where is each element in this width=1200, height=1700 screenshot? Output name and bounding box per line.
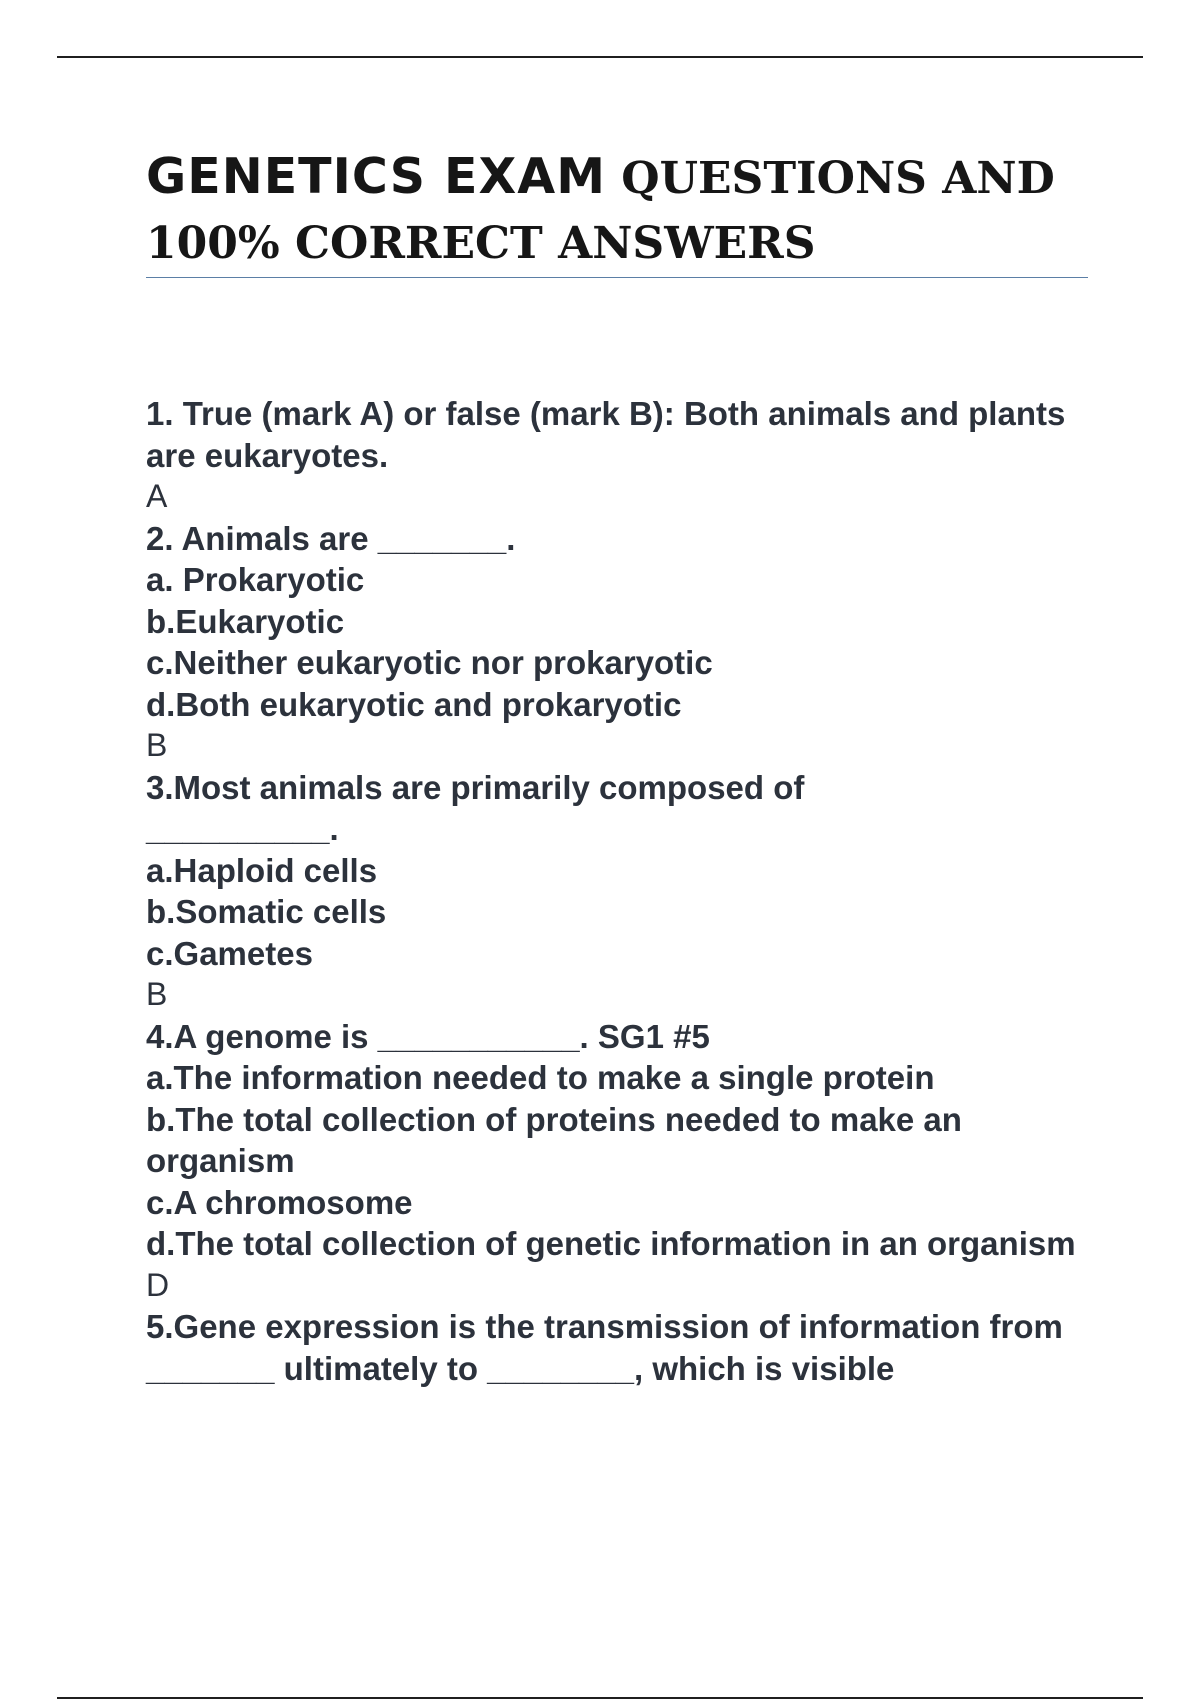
question-2-option-c: c.Neither eukaryotic nor prokaryotic <box>146 644 713 681</box>
question-2-option-b: b.Eukaryotic <box>146 602 345 640</box>
question-4-option-c: c.A chromosome <box>146 1183 413 1221</box>
question-5: 5.Gene expression is the transmission of information from _______ ultimately to ________, which is visible <box>146 1308 1063 1387</box>
question-4-option-b: b.The total collection of proteins needed to make an organism <box>146 1100 962 1179</box>
question-2: 2. Animals are _______. <box>146 519 516 557</box>
answer-4: D <box>146 1266 170 1303</box>
question-1: 1. True (mark A) or false (mark B): Both animals and plants are eukaryotes. <box>146 395 1066 474</box>
question-2-option-a: a. Prokaryotic <box>146 561 365 598</box>
answer-2: B <box>146 727 168 763</box>
document-title <box>146 146 1086 278</box>
question-list <box>146 393 1086 1389</box>
header-rule <box>57 56 1143 58</box>
question-4: 4.A genome is ___________. SG1 #5 <box>146 1017 710 1055</box>
title-block <box>146 146 1086 278</box>
answer-1: A <box>146 478 168 514</box>
question-3-option-b: b.Somatic cells <box>146 893 387 930</box>
question-4-option-a: a.The information needed to make a single protein <box>146 1059 935 1096</box>
answer-3: B <box>146 976 168 1012</box>
question-3-option-c: c.Gametes <box>146 934 313 972</box>
question-3-option-a: a.Haploid cells <box>146 851 378 889</box>
question-2-option-d: d.Both eukaryotic and prokaryotic <box>146 685 682 723</box>
title-underline <box>146 277 1088 278</box>
title-part-1: GENETICS EXAM <box>146 148 606 205</box>
question-4-option-d: d.The total collection of genetic information in an organism <box>146 1225 1076 1262</box>
title-part-2: QUESTIONS AND 100% CORRECT ANSWERS <box>146 153 1055 269</box>
footer-rule <box>57 1697 1143 1699</box>
question-3: 3.Most animals are primarily composed of __________. <box>146 768 805 847</box>
